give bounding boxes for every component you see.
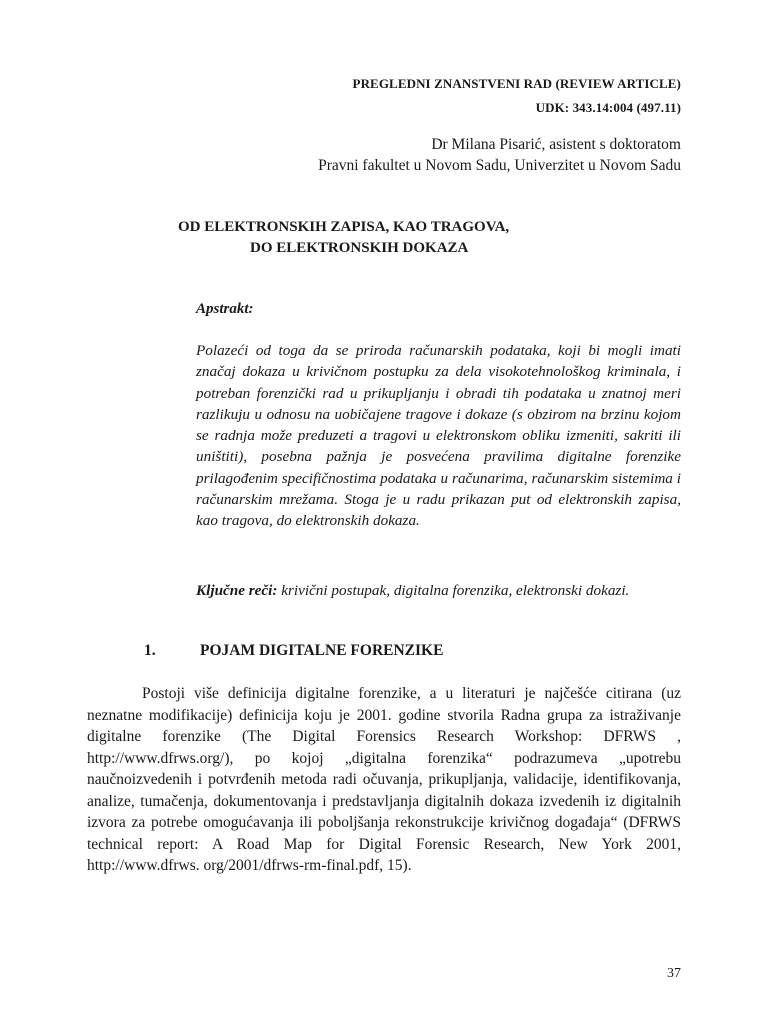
keywords-text: krivični postupak, digitalna forenzika, elektronski dokazi. xyxy=(281,582,630,599)
section-title: POJAM DIGITALNE FORENZIKE xyxy=(200,642,444,659)
article-title-line-1: OD ELEKTRONSKIH ZAPISA, KAO TRAGOVA, xyxy=(178,219,510,235)
abstract-label: Apstrakt: xyxy=(196,301,254,317)
udk-code: UDK: 343.14:004 (497.11) xyxy=(535,100,681,115)
page-number: 37 xyxy=(667,966,681,981)
section-number: 1. xyxy=(144,642,156,659)
keywords-label: Ključne reči: xyxy=(196,582,278,599)
author-name: Dr Milana Pisarić, asistent s doktoratom xyxy=(431,136,681,153)
author-affiliation: Pravni fakultet u Novom Sadu, Univerzitet u Novom Sadu xyxy=(318,157,681,174)
abstract-text: Polazeći od toga da se priroda računarskih podataka, koji bi mogli imati značaj dokaza u krivičnom postupku za dela visokotehnološkog kriminala, i potreban forenzički rad u prikupljanju i obradi tih podataka u znatnoj meri razlikuju u odnosu na uobičajene tragove i dokaze (s obzirom na brzinu kojom se radnja može preduzeti a tragovi u elektronskom obliku izmeniti, sakriti ili uništiti), posebna pažnja je posvećena pravilima digitalne forenzike prilagođenim specifičnostima podataka u računarima, računarskim sistemima i računarskim mrežama. Stoga je u radu prikazan put od elektronskih zapisa, kao tragova, do elektronskih dokaza. xyxy=(196,342,681,530)
keywords-block xyxy=(196,580,681,601)
article-title-line-2: DO ELEKTRONSKIH DOKAZA xyxy=(250,240,469,256)
section-paragraph: Postoji više definicija digitalne forenzike, a u literaturi je najčešće citirana (uz neznatne modifikacije) definicija koju je 2001. godine stvorila Radna grupa za istraživanje digitalne forenzike (The Digital Forensics Research Workshop: DFRWS , http://www.dfrws.org/), po kojoj „digitalna forenzika“ podrazumeva „upotrebu naučnoizvedenih i potvrđenih metoda radi očuvanja, prikupljanja, validacije, identifikovanja, analize, tumačenja, dokumentovanja i predstavljanja digitalnih dokaza izvedenih iz digitalnih izvora za potrebe omogućavanja ili poboljšanja rekonstrukcije krivičnog događaja“ (DFRWS technical report: A Road Map for Digital Forensic Research, New York 2001, http://www.dfrws. org/2001/dfrws-rm-final.pdf, 15). xyxy=(87,685,681,874)
article-type-label: PREGLEDNI ZNANSTVENI RAD (REVIEW ARTICLE) xyxy=(352,76,681,91)
